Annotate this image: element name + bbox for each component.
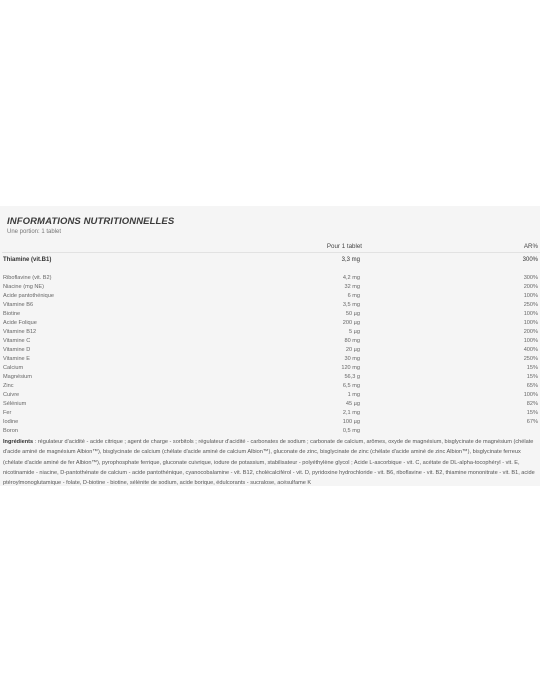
table-row [0, 274, 540, 283]
nutrient-amount: 120 mg [341, 365, 360, 371]
nutrient-amount: 100 µg [342, 419, 360, 425]
nutrient-amount: 56,3 g [344, 374, 360, 380]
nutrient-name: Acide pantothénique [3, 293, 55, 299]
section-title: INFORMATIONS NUTRITIONNELLES [7, 216, 175, 227]
nutrient-name: Vitamine B6 [3, 302, 34, 308]
portion-info: Une portion: 1 tablet [7, 229, 62, 235]
nutrient-amount: 6 mg [347, 293, 360, 299]
nutrient-amount: 200 µg [342, 320, 360, 326]
nutrient-name: Biotine [3, 311, 21, 317]
nutrient-amount: 5 µg [349, 329, 360, 335]
nutrient-ar: 82% [526, 401, 538, 407]
nutrient-name: Cuivre [3, 392, 20, 398]
nutrient-ar: 15% [526, 365, 538, 371]
nutrient-amount: 50 µg [345, 311, 360, 317]
nutrient-ar: 400% [523, 347, 538, 353]
column-header-ar: AR% [523, 243, 538, 250]
nutrient-ar: 100% [523, 320, 538, 326]
table-row [0, 364, 540, 373]
nutrient-amount: 1 mg [347, 392, 360, 398]
nutrient-name: Thiamine (vit.B1) [3, 257, 52, 263]
nutrient-ar: 100% [523, 293, 538, 299]
nutrient-amount: 45 µg [345, 401, 360, 407]
table-row [0, 256, 540, 265]
table-row [0, 355, 540, 364]
nutrient-name: Boron [3, 428, 18, 434]
nutrient-name: Vitamine B12 [3, 329, 37, 335]
nutrient-name: Magnésium [3, 374, 32, 380]
table-row [0, 310, 540, 319]
nutrient-name: Vitamine E [3, 356, 30, 362]
nutrient-ar: 200% [523, 329, 538, 335]
table-row [0, 346, 540, 355]
nutrient-name: Iodine [3, 419, 19, 425]
nutrient-name: Vitamine C [3, 338, 31, 344]
nutrient-amount: 4,2 mg [342, 275, 360, 281]
nutrient-amount: 2,1 mg [342, 410, 360, 416]
nutrient-name: Sélénium [3, 401, 27, 407]
table-row [0, 283, 540, 292]
nutrient-amount: 6,5 mg [342, 383, 360, 389]
nutrient-name: Acide Folique [3, 320, 37, 326]
table-row [0, 301, 540, 310]
ingredients-label: Ingrédients [3, 439, 34, 445]
table-row [0, 409, 540, 418]
nutrient-ar: 100% [523, 338, 538, 344]
table-row [0, 391, 540, 400]
nutrient-amount: 3,5 mg [342, 302, 360, 308]
table-row [0, 319, 540, 328]
nutrient-name: Vitamine D [3, 347, 31, 353]
ingredients-text: : régulateur d'acidité - acide citrique ; agent de charge - sorbitols ; régulateur d'acidité - carbonates de sodium ; carbonate de calcium, arômes, oxyde de magnésium, bisglycinate de magnésium (chélate d'acide aminé de magnésium Albion™), bisglycinate de calcium (chélate d'acide aminé de calcium Albion™), gluconate de zinc, bisglycinate de zinc (chélate d'acide aminé de zinc Albion™), bisglycinate ferreux (chélate d'acide aminé de fer Albion™), pyrophosphate ferrique, gluconate cuivrique, iodure de potassium, stabilisateur - polyéthylène glycol ; Acide L-ascorbique - vit. C, acétate de DL-alpha-tocophéryl - vit. E, nicotinamide - niacine, D-pantothénate de calcium - acide pantothénique, cyanocobalamine - vit. B12, cholécalciférol - vit. D, pyridoxine hydrochloride - vit. B6, riboflavine - vit. B2, thiamine mononitrate - vit. B1, acide ptéroylmonoglutamique - folate, D-biotine - biotine, sélénite de sodium, acide borique, édulcorants - sucralose, acésulfame K [3, 439, 535, 487]
nutrient-ar: 100% [523, 392, 538, 398]
nutrient-name: Zinc [3, 383, 14, 389]
header-divider [2, 252, 540, 253]
nutrient-ar: 67% [526, 419, 538, 425]
nutrient-amount: 0,5 mg [342, 428, 360, 434]
table-row [0, 337, 540, 346]
nutrient-ar: 15% [526, 410, 538, 416]
table-row [0, 400, 540, 409]
nutrient-amount: 3,3 mg [341, 257, 360, 263]
nutrient-ar: 300% [523, 275, 538, 281]
nutrient-ar: 100% [523, 311, 538, 317]
column-header-amount: Pour 1 tablet [326, 243, 362, 250]
nutrient-name: Niacine (mg NE) [3, 284, 45, 290]
table-row [0, 418, 540, 427]
table-row [0, 373, 540, 382]
table-row [0, 427, 540, 436]
table-row [0, 292, 540, 301]
table-row [0, 328, 540, 337]
nutrient-name: Calcium [3, 365, 24, 371]
nutrient-amount: 30 mg [344, 356, 360, 362]
nutrient-ar: 15% [526, 374, 538, 380]
nutrient-name: Fer [3, 410, 12, 416]
nutrient-ar: 65% [526, 383, 538, 389]
nutrient-ar: 300% [522, 257, 538, 263]
ingredients-paragraph [3, 437, 535, 488]
nutrient-amount: 32 mg [344, 284, 360, 290]
nutrient-name: Riboflavine (vit. B2) [3, 275, 52, 281]
nutrient-ar: 200% [523, 284, 538, 290]
nutrient-amount: 20 µg [345, 347, 360, 353]
nutrient-ar: 250% [523, 356, 538, 362]
nutrient-ar: 250% [523, 302, 538, 308]
nutrient-amount: 80 mg [344, 338, 360, 344]
table-row [0, 382, 540, 391]
